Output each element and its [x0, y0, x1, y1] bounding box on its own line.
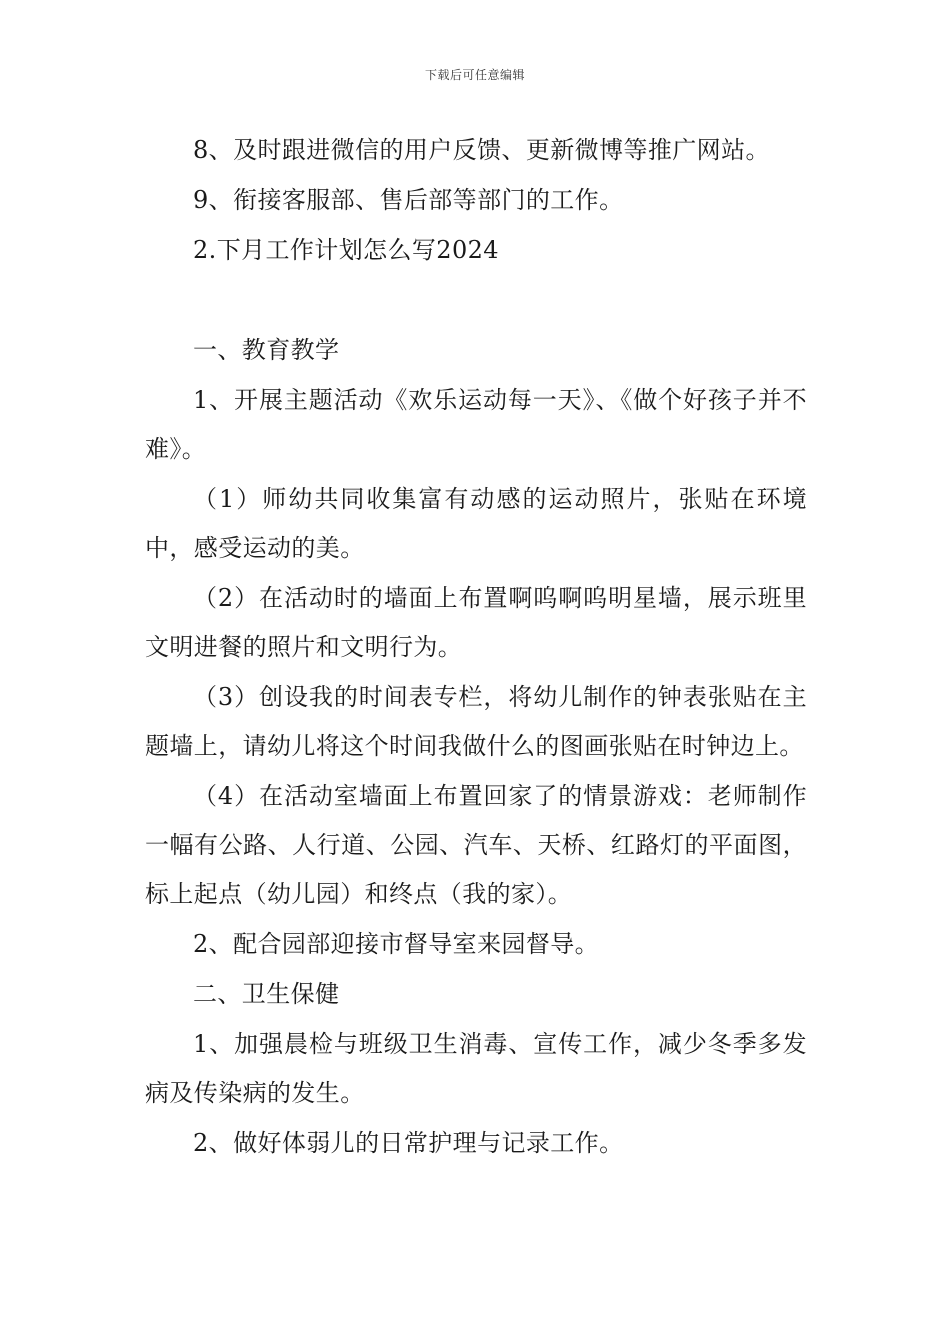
- paragraph-item-9: 9、衔接客服部、售后部等部门的工作。: [193, 186, 624, 214]
- paragraph-sub-1: （1）师幼共同收集富有动感的运动照片，张贴在环境中，感受运动的美。: [145, 485, 807, 562]
- paragraph-theme-activity: 1、开展主题活动《欢乐运动每一天》、《做个好孩子并不难》。: [145, 386, 807, 463]
- paragraph-sub-4: （4）在活动室墙面上布置回家了的情景游戏：老师制作一幅有公路、人行道、公园、汽车、天桥、红路灯的平面图，标上起点（幼儿园）和终点（我的家）。: [145, 782, 807, 908]
- heading-health-care: 二、卫生保健: [193, 980, 340, 1008]
- heading-education: 一、教育教学: [193, 336, 340, 364]
- paragraph-morning-check: 1、加强晨检与班级卫生消毒、宣传工作，减少冬季多发病及传染病的发生。: [145, 1030, 807, 1107]
- paragraph-item-8: 8、及时跟进微信的用户反馈、更新微博等推广网站。: [193, 136, 770, 164]
- paragraph-inspection: 2、配合园部迎接市督导室来园督导。: [193, 930, 600, 958]
- page-header: 下载后可任意编辑: [424, 68, 525, 82]
- paragraph-sub-2: （2）在活动时的墙面上布置啊呜啊呜明星墙，展示班里文明进餐的照片和文明行为。: [145, 584, 807, 661]
- section-title-next-month-plan: 2.下月工作计划怎么写2024: [193, 236, 499, 264]
- paragraph-sub-3: （3）创设我的时间表专栏，将幼儿制作的钟表张贴在主题墙上，请幼儿将这个时间我做什么的图画张贴在时钟边上。: [145, 683, 807, 760]
- document-body: [145, 126, 807, 1169]
- blank-line: [145, 276, 807, 326]
- paragraph-weak-children-care: 2、做好体弱儿的日常护理与记录工作。: [193, 1129, 624, 1157]
